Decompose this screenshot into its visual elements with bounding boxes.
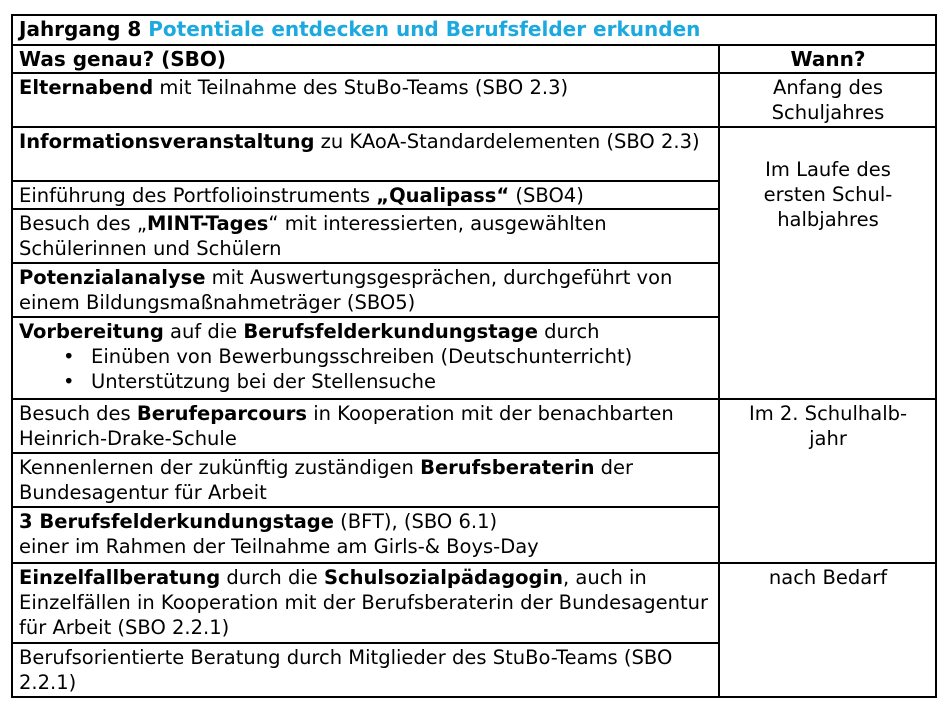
activity-cell-potenzialanalyse bbox=[12, 263, 719, 317]
header-row bbox=[12, 45, 936, 73]
activity-text: “ mit interessierten, ausgewählten Schülerinnen und Schülern bbox=[19, 212, 607, 260]
activity-line bbox=[19, 319, 713, 344]
activity-text: (SBO4) bbox=[509, 184, 584, 207]
list-item: • Einüben von Bewerbungsschreiben (Deutschunterricht) bbox=[63, 344, 713, 369]
when-line: ersten Schul- bbox=[763, 183, 893, 206]
activity-cell-info bbox=[12, 127, 719, 181]
activity-text: durch bbox=[537, 320, 600, 343]
activity-cell-elternabend bbox=[12, 73, 719, 127]
header-when: Wann? bbox=[719, 45, 936, 73]
when-cell-second-half bbox=[719, 399, 936, 563]
title-subtitle: Potentiale entdecken und Berufsfelder erkunden bbox=[148, 17, 701, 41]
activity-keyword: Berufsfelderkundungstage bbox=[243, 320, 538, 343]
when-line: Im Laufe des bbox=[765, 158, 891, 181]
activity-cell-berufeparcours bbox=[12, 399, 719, 453]
activity-cell-mint bbox=[12, 209, 719, 263]
activity-text: Einführung des Portfolioinstruments bbox=[19, 184, 377, 207]
activity-keyword: Berufsberaterin bbox=[420, 456, 595, 479]
activity-text: , auch in Einzelfällen in Kooperation mit der Berufsberaterin der Bundesagentur für Arbeit (SBO 2.2.1) bbox=[19, 566, 709, 639]
activity-text: in Kooperation mit der benachbarten Heinrich-Drake-Schule bbox=[19, 402, 674, 450]
when-line: Anfang des bbox=[773, 76, 883, 99]
activity-line: einer im Rahmen der Teilnahme am Girls-& Boys-Day bbox=[19, 535, 539, 558]
activity-keyword: Elternabend bbox=[19, 76, 154, 99]
title-year: Jahrgang 8 bbox=[19, 17, 142, 41]
table-row bbox=[12, 399, 936, 453]
activity-text: (BFT), (SBO 6.1) bbox=[333, 510, 498, 533]
activity-keyword: Einzelfallberatung bbox=[19, 566, 221, 589]
activity-keyword: „Qualipass“ bbox=[376, 184, 510, 207]
activity-keyword: Schulsozialpädagogin bbox=[323, 566, 564, 589]
activity-text: Kennenlernen der zukünftig zuständigen bbox=[19, 456, 421, 479]
activity-cell-stubo-beratung: Berufsorientierte Beratung durch Mitglieder des StuBo-Teams (SBO 2.2.1) bbox=[12, 643, 719, 697]
when-line: Schuljahres bbox=[771, 101, 885, 124]
activity-text: zu KAoA-Standardelementen (SBO 2.3) bbox=[314, 130, 700, 153]
activity-keyword: Informationsveranstaltung bbox=[19, 130, 315, 153]
when-cell-start bbox=[719, 73, 936, 127]
table-row bbox=[12, 127, 936, 181]
career-orientation-table bbox=[11, 14, 937, 698]
when-line: jahr bbox=[809, 427, 847, 450]
activity-cell-einzelfallberatung bbox=[12, 563, 719, 643]
activity-cell-berufsberaterin bbox=[12, 453, 719, 507]
activity-text: durch die bbox=[220, 566, 324, 589]
activity-line bbox=[19, 509, 713, 534]
table-row bbox=[12, 73, 936, 127]
activity-cell-qualipass bbox=[12, 181, 719, 209]
activity-keyword: MINT-Tages bbox=[147, 212, 269, 235]
activity-text: Besuch des bbox=[19, 402, 137, 425]
activity-text: mit Teilnahme des StuBo-Teams (SBO 2.3) bbox=[153, 76, 569, 99]
bullet-list bbox=[19, 344, 713, 394]
when-cell-as-needed bbox=[719, 563, 936, 697]
header-what: Was genau? (SBO) bbox=[12, 45, 719, 73]
activity-cell-bft bbox=[12, 507, 719, 563]
activity-text: der Bundesagentur für Arbeit bbox=[19, 456, 634, 504]
activity-keyword: Berufeparcours bbox=[136, 402, 307, 425]
activity-text: Besuch des „ bbox=[19, 212, 148, 235]
list-item: • Unterstützung bei der Stellensuche bbox=[63, 369, 713, 394]
activity-keyword: Potenzialanalyse bbox=[19, 266, 206, 289]
when-line: halbjahres bbox=[777, 208, 879, 231]
activity-keyword: Vorbereitung bbox=[19, 320, 164, 343]
activity-text: auf die bbox=[163, 320, 244, 343]
title-row bbox=[12, 15, 936, 45]
activity-keyword: 3 Berufsfelderkundungstage bbox=[19, 510, 334, 533]
table-title bbox=[12, 15, 936, 45]
activity-text: mit Auswertungsgesprächen, durchgeführt von einem Bildungsmaßnahmeträger (SBO5) bbox=[19, 266, 673, 314]
table-row bbox=[12, 563, 936, 643]
when-line: nach Bedarf bbox=[768, 566, 888, 589]
when-line: Im 2. Schulhalb- bbox=[748, 402, 908, 425]
when-cell-first-half bbox=[719, 127, 936, 399]
activity-cell-vorbereitung bbox=[12, 317, 719, 399]
